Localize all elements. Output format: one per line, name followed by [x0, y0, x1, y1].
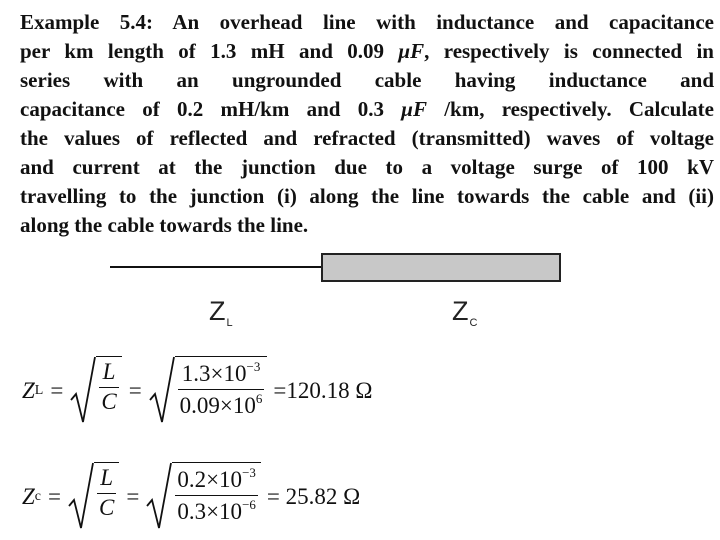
sqrt-symbol-icon: $\frac{L}{C}$ [70, 356, 121, 426]
line-impedance-equation: Z L = $\frac{L}{C}$ = $\frac{1.3\times 10^{-3}}{0.09\times 10^6}$ =120.18 Ω [22, 356, 372, 426]
problem-line: Example 5.4: An overhead line with inductance and capacitance [20, 10, 714, 34]
problem-line: along the cable towards the line. [20, 213, 309, 237]
problem-line: capacitance of 0.2 mH/km and 0.3 μF /km, respectively. Calculate [20, 97, 714, 121]
problem-line: the values of reflected and refracted (transmitted) waves of voltage [20, 126, 714, 150]
sqrt-symbol-icon: $\frac{0.2\times 10^{-3}}{0.3\times 10^{-6}}$ [146, 462, 261, 532]
line-impedance-result: =120.18 Ω [273, 378, 373, 403]
problem-line: per km length of 1.3 mH and 0.09 μF, respectively is connected in [20, 39, 714, 63]
sqrt-symbol-icon: $\frac{L}{C}$ [68, 462, 119, 532]
overhead-line [110, 266, 322, 268]
problem-statement [20, 8, 714, 240]
problem-line: and current at the junction due to a voltage surge of 100 kV [20, 155, 714, 179]
sqrt-symbol-icon: $\frac{1.3\times 10^{-3}}{0.09\times 10^6}$ [149, 356, 268, 426]
problem-line: series with an ungrounded cable having inductance and [20, 68, 714, 92]
problem-line: travelling to the junction (i) along the line towards the cable and (ii) [20, 184, 714, 208]
cable-impedance-label: $Z_C$ [452, 296, 478, 329]
cable-impedance-equation: Z c = $\frac{L}{C}$ = $\frac{0.2\times 10^{-3}}{0.3\times 10^{-6}}$ = 25.82 Ω [22, 462, 360, 532]
cable-impedance-result: = 25.82 Ω [266, 484, 361, 509]
line-impedance-label: $Z_L$ [209, 296, 233, 329]
cable-body [321, 253, 561, 282]
